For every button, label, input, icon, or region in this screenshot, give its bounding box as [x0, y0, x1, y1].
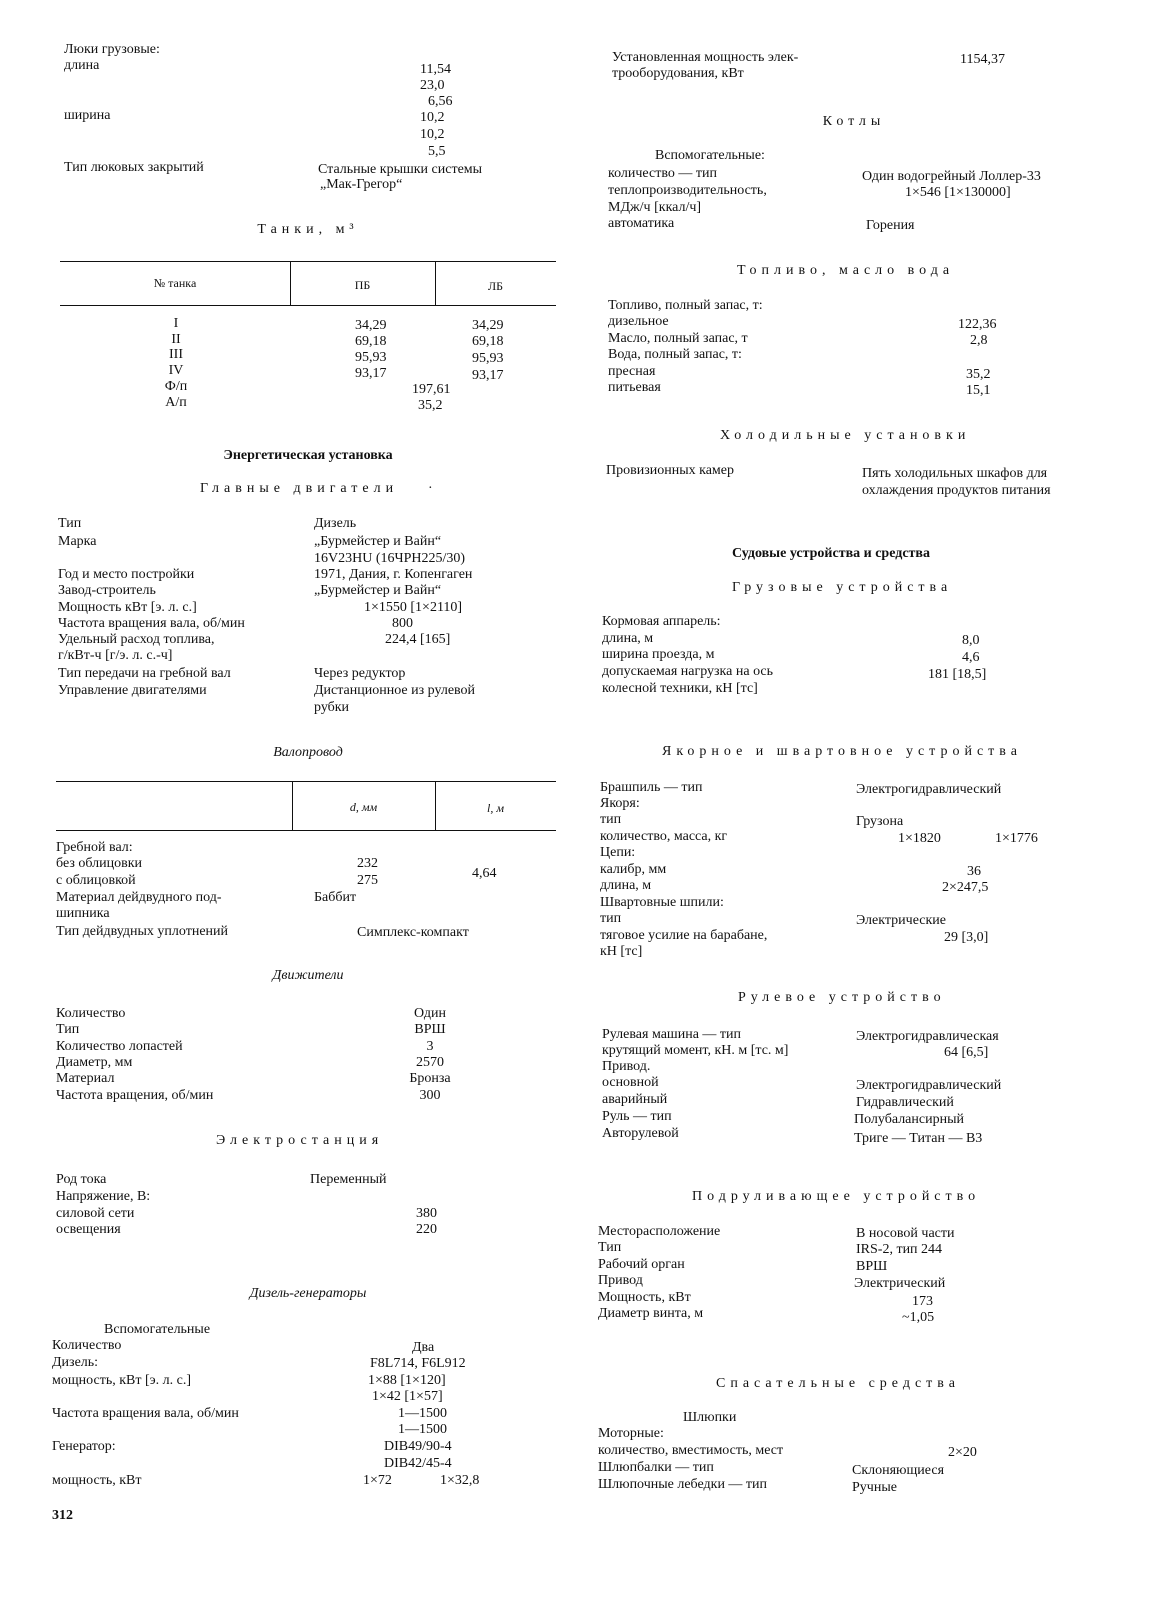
anchor-title: Якорное и швартовное устройства [662, 744, 1022, 759]
refrigeration-label: Провизионных камер [606, 463, 735, 478]
bearing-material-label-1: Материал дейдвудного под- [56, 890, 222, 905]
chains-label: Цепи: [600, 845, 636, 860]
steering-machine-value: Электрогидравлическая [856, 1029, 999, 1044]
drinking-water-label: питьевая [608, 380, 661, 395]
engine-value: 1971, Дания, г. Копенгаген [314, 567, 473, 582]
autopilot-value: Триге — Титан — В3 [854, 1131, 983, 1146]
autopilot-label: Авторулевой [602, 1126, 679, 1141]
tank-lb-value: 69,18 [472, 334, 504, 349]
propellers-title: Движители [272, 968, 344, 983]
shaft-no-lining-d: 232 [357, 856, 378, 871]
tank-number: III [169, 347, 183, 362]
thruster-value: ~1,05 [902, 1310, 935, 1325]
ramp-width-value: 4,6 [962, 650, 980, 665]
tank-pb-value: 93,17 [355, 366, 387, 381]
shafting-title: Валопровод [273, 745, 343, 760]
tanks-table-header-rule [60, 305, 556, 306]
refrigeration-value-2: охлаждения продуктов питания [862, 483, 1051, 498]
propeller-value: 3 [426, 1039, 434, 1054]
diesel-generators-title: Дизель-генераторы [249, 1286, 367, 1301]
engine-value: 224,4 [165] [385, 632, 451, 647]
engine-label: Тип [58, 516, 82, 531]
ramp-length-label: длина, м [602, 631, 654, 646]
dg-power-value-2: 1×42 [1×57] [372, 1389, 443, 1404]
engine-label: Мощность кВт [э. л. с.] [58, 600, 197, 615]
tank-lb-value: 34,29 [472, 318, 504, 333]
hatches-length-value-1: 11,54 [420, 62, 451, 77]
dg-power-label: мощность, кВт [э. л. с.] [52, 1373, 191, 1388]
ramp-label: Кормовая аппарель: [602, 614, 721, 629]
dg-power-value-1: 1×88 [1×120] [368, 1373, 446, 1388]
tank-pb-value: 69,18 [355, 334, 387, 349]
tanks-table-top-rule [60, 261, 556, 262]
boats-capacity-label: количество, вместимость, мест [598, 1443, 784, 1458]
engine-label: Год и место постройки [58, 567, 195, 582]
oil-value: 2,8 [970, 333, 988, 348]
rudder-type-label: Руль — тип [602, 1109, 672, 1124]
thruster-label: Привод [598, 1273, 643, 1288]
power-net-value: 380 [416, 1206, 437, 1221]
engine-value: 1×1550 [1×2110] [364, 600, 463, 615]
boat-winches-label: Шлюпочные лебедки — тип [598, 1477, 768, 1492]
steering-main-value: Электрогидравлический [856, 1078, 1002, 1093]
engine-value: 16V23HU (16ЧРН225/30) [314, 551, 466, 566]
dot-mark: · [428, 481, 433, 496]
hatches-width-label: ширина [64, 108, 111, 123]
installed-power-label-1: Установленная мощность элек- [612, 50, 799, 65]
motor-boats-label: Моторные: [598, 1426, 664, 1441]
boilers-title: Котлы [822, 114, 886, 129]
voltage-label: Напряжение, В: [56, 1189, 151, 1204]
fuel-total-label: Топливо, полный запас, т: [608, 298, 763, 313]
power-station-title: Электростанция [216, 1133, 384, 1148]
boilers-count-value: Один водогрейный Лоллер-33 [862, 169, 1041, 184]
anchor-mass-value-2: 1×1776 [995, 831, 1038, 846]
lighting-label: освещения [56, 1222, 121, 1237]
engine-value: Дистанционное из рулевой [314, 683, 476, 698]
dg-count-value: Два [412, 1340, 435, 1355]
hatches-length-value-2: 23,0 [420, 78, 445, 93]
hatches-length-value-3: 6,56 [428, 94, 453, 109]
davits-value: Склоняющиеся [852, 1463, 945, 1478]
windlass-value: Электрогидравлический [856, 782, 1002, 797]
tank-fp-value: 197,61 [412, 382, 451, 397]
lighting-value: 220 [416, 1222, 437, 1237]
shafting-table-top-rule [56, 781, 556, 782]
dg-rpm-label: Частота вращения вала, об/мин [52, 1406, 239, 1421]
davits-label: Шлюпбалки — тип [598, 1460, 714, 1475]
shafting-table-header-rule [56, 830, 556, 831]
tank-lb-value: 95,93 [472, 351, 504, 366]
tank-number: IV [168, 363, 184, 378]
thruster-value: В носовой части [856, 1226, 955, 1241]
propeller-shaft-label: Гребной вал: [56, 840, 133, 855]
shafting-header-l: l, м [487, 801, 504, 815]
propeller-label: Количество [56, 1006, 126, 1021]
engine-label: Частота вращения вала, об/мин [58, 616, 245, 631]
ramp-load-label-1: допускаемая нагрузка на ось [602, 664, 774, 679]
boats-label: Шлюпки [683, 1410, 737, 1425]
lifesaving-title: Спасательные средства [716, 1376, 960, 1391]
current-type-value: Переменный [310, 1172, 387, 1187]
dg-gen-power-value-2: 1×32,8 [440, 1473, 480, 1488]
propeller-value: 300 [419, 1088, 441, 1103]
bearing-material-label-2: шипника [56, 906, 110, 921]
fuel-diesel-value: 122,36 [958, 317, 997, 332]
closure-type-value-1: Стальные крышки системы [318, 162, 483, 177]
oil-label: Масло, полный запас, т [608, 331, 748, 346]
engine-value: „Бурмейстер и Вайн“ [314, 534, 442, 549]
capstan-pull-label-2: кН [тс] [600, 944, 643, 959]
thruster-title: Подруливающее устройство [692, 1189, 981, 1204]
steering-main-label: основной [602, 1075, 659, 1090]
current-type-label: Род тока [56, 1172, 107, 1187]
shaft-with-lining-label: с облицовкой [56, 873, 136, 888]
hatches-length-label: длина [64, 58, 100, 73]
dg-rpm-value-2: 1—1500 [398, 1422, 447, 1437]
capstan-pull-value: 29 [3,0] [944, 930, 989, 945]
tanks-header-pb: ПБ [354, 278, 371, 292]
propeller-label: Количество лопастей [56, 1039, 183, 1054]
shaft-no-lining-label: без облицовки [56, 856, 143, 871]
closure-type-label: Тип люковых закрытий [64, 160, 204, 175]
boats-capacity-value: 2×20 [948, 1445, 977, 1460]
chain-length-value: 2×247,5 [942, 880, 989, 895]
engine-label: Удельный расход топлива, [58, 632, 215, 647]
installed-power-label-2: трооборудования, кВт [612, 66, 744, 81]
boilers-auto-label: автоматика [608, 216, 675, 231]
tank-number: I [173, 316, 179, 331]
tank-pb-value: 34,29 [355, 318, 387, 333]
engine-label: Марка [58, 534, 97, 549]
propeller-value: ВРШ [414, 1022, 446, 1037]
tank-ap-label: А/п [165, 395, 187, 410]
steering-torque-label: крутящий момент, кН. м [тс. м] [602, 1043, 789, 1058]
hatches-title: Люки грузовые: [64, 42, 160, 57]
shaft-with-lining-d: 275 [357, 873, 378, 888]
steering-emergency-label: аварийный [602, 1092, 668, 1107]
dg-count-label: Количество [52, 1338, 122, 1353]
dg-aux-label: Вспомогательные [104, 1322, 211, 1337]
tank-number: II [171, 332, 181, 347]
thruster-value: ВРШ [856, 1259, 888, 1274]
dg-generator-value-1: DIB49/90-4 [384, 1439, 452, 1454]
page-number: 312 [52, 1508, 73, 1523]
capstans-label: Швартовные шпили: [600, 895, 724, 910]
capstan-type-label: тип [600, 911, 622, 926]
propeller-label: Материал [56, 1071, 115, 1086]
ramp-load-value: 181 [18,5] [928, 667, 987, 682]
propeller-label: Диаметр, мм [56, 1055, 133, 1070]
water-total-label: Вода, полный запас, т: [608, 347, 742, 362]
engine-value: 800 [392, 616, 413, 631]
hatches-width-value-1: 10,2 [420, 110, 445, 125]
cargo-devices-title: Грузовые устройства [732, 580, 953, 595]
drinking-water-value: 15,1 [966, 383, 991, 398]
anchor-type-value: Грузона [856, 814, 904, 829]
tank-fp-label: Ф/п [164, 379, 188, 394]
anchor-mass-label: количество, масса, кг [600, 829, 728, 844]
dg-generator-value-2: DIB42/45-4 [384, 1456, 452, 1471]
closure-type-value-2: „Мак-Грегор“ [320, 177, 403, 192]
engine-label: Тип передачи на гребной вал [58, 666, 231, 681]
thruster-label: Диаметр винта, м [598, 1306, 704, 1321]
windlass-label: Брашпиль — тип [600, 780, 703, 795]
boilers-heat-value: 1×546 [1×130000] [905, 185, 1011, 200]
ramp-width-label: ширина проезда, м [602, 647, 715, 662]
engine-value: Дизель [314, 516, 357, 531]
boat-winches-value: Ручные [852, 1480, 897, 1495]
fuel-title: Топливо, масло вода [737, 263, 955, 278]
shaft-length-value: 4,64 [472, 866, 497, 881]
seal-type-label: Тип дейдвудных уплотнений [56, 924, 229, 939]
ramp-length-value: 8,0 [962, 633, 980, 648]
rudder-type-value: Полубалансирный [854, 1112, 964, 1127]
boilers-heat-label-2: МДж/ч [ккал/ч] [608, 200, 702, 215]
ship-devices-title: Судовые устройства и средства [732, 546, 930, 561]
hatches-width-value-3: 5,5 [428, 144, 446, 159]
power-plant-title: Энергетическая установка [223, 448, 393, 463]
thruster-label: Месторасположение [598, 1224, 721, 1239]
propeller-label: Тип [56, 1022, 80, 1037]
shafting-header-d: d, мм [349, 800, 378, 814]
dg-gen-power-label: мощность, кВт [52, 1473, 142, 1488]
seal-type-value: Симплекс-компакт [357, 925, 469, 940]
main-engines-title: Главные двигатели [200, 481, 399, 496]
thruster-value: Электрический [854, 1276, 946, 1291]
hatches-width-value-2: 10,2 [420, 127, 445, 142]
dg-gen-power-value-1: 1×72 [363, 1473, 392, 1488]
steering-machine-label: Рулевая машина — тип [602, 1027, 742, 1042]
engine-value: Через редуктор [314, 666, 406, 681]
steering-drive-label: Привод. [602, 1059, 651, 1074]
steering-torque-value: 64 [6,5] [944, 1045, 989, 1060]
thruster-value: IRS-2, тип 244 [856, 1242, 943, 1257]
anchors-label: Якоря: [600, 796, 640, 811]
chain-caliber-value: 36 [967, 864, 981, 879]
capstan-type-value: Электрические [856, 913, 946, 928]
dg-diesel-value: F8L714, F6L912 [370, 1356, 466, 1371]
tanks-header-lb: ЛБ [487, 279, 504, 293]
fresh-water-label: пресная [608, 364, 656, 379]
fuel-diesel-label: дизельное [608, 314, 669, 329]
tank-lb-value: 93,17 [472, 368, 504, 383]
chain-caliber-label: калибр, мм [600, 862, 667, 877]
engine-label: г/кВт-ч [г/э. л. с.-ч] [58, 648, 173, 663]
boilers-aux-label: Вспомогательные: [655, 148, 765, 163]
boilers-auto-value: Горения [866, 218, 915, 233]
dg-diesel-label: Дизель: [52, 1355, 99, 1370]
chain-length-label: длина, м [600, 878, 652, 893]
propeller-label: Частота вращения, об/мин [56, 1088, 214, 1103]
thruster-label: Тип [598, 1240, 622, 1255]
steering-emergency-value: Гидравлический [856, 1095, 954, 1110]
propeller-value: 2570 [416, 1055, 444, 1070]
steering-title: Рулевое устройство [738, 990, 946, 1005]
anchor-type-label: тип [600, 812, 622, 827]
tanks-header-number: № танка [153, 276, 197, 290]
tank-pb-value: 95,93 [355, 350, 387, 365]
thruster-label: Мощность, кВт [598, 1290, 691, 1305]
ramp-load-label-2: колесной техники, кН [тс] [602, 681, 758, 696]
anchor-mass-value-1: 1×1820 [898, 831, 941, 846]
dg-generator-label: Генератор: [52, 1439, 116, 1454]
capstan-pull-label-1: тяговое усилие на барабане, [600, 928, 768, 943]
refrigeration-value-1: Пять холодильных шкафов для [862, 466, 1048, 481]
tank-ap-value: 35,2 [418, 398, 443, 413]
fresh-water-value: 35,2 [966, 367, 991, 382]
propeller-value: Один [413, 1006, 447, 1021]
tanks-title: Танки, м³ [257, 222, 359, 237]
thruster-value: 173 [912, 1294, 933, 1309]
thruster-label: Рабочий орган [598, 1257, 685, 1272]
boilers-heat-label-1: теплопроизводительность, [608, 183, 767, 198]
engine-value: рубки [314, 700, 350, 715]
refrigeration-title: Холодильные установки [720, 428, 971, 443]
engine-value: „Бурмейстер и Вайн“ [314, 583, 442, 598]
boilers-count-label: количество — тип [608, 166, 717, 181]
propeller-value: Бронза [409, 1071, 451, 1086]
installed-power-value: 1154,37 [960, 52, 1005, 67]
power-net-label: силовой сети [56, 1206, 135, 1221]
engine-label: Управление двигателями [58, 683, 207, 698]
engine-label: Завод-строитель [58, 583, 156, 598]
dg-rpm-value-1: 1—1500 [398, 1406, 447, 1421]
bearing-material-value: Баббит [314, 890, 357, 905]
